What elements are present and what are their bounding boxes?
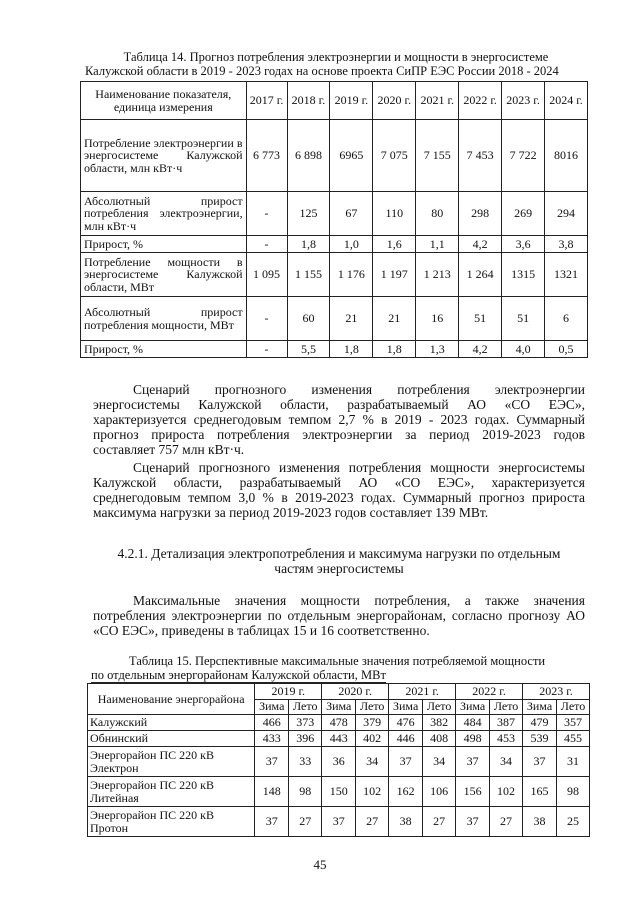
table15-row-label: Обнинский — [88, 731, 255, 747]
table15-cell: 357 — [557, 715, 590, 731]
table15-cell: 165 — [523, 777, 557, 807]
table15-cell: 34 — [423, 747, 456, 777]
table15-header-season: Зима — [322, 699, 356, 715]
table14-cell: - — [246, 341, 287, 358]
table15-header-year: 2023 г. — [523, 684, 590, 700]
table15-row — [88, 715, 590, 731]
table15-cell: 37 — [255, 807, 289, 837]
table15-caption-line1: Таблица 15. Перспективные максимальные значения потребляемой мощности — [129, 654, 546, 668]
table15-cell: 27 — [423, 807, 456, 837]
table14-cell: 1 176 — [330, 253, 373, 297]
paragraph-section: Максимальные значения мощности потребления, а также значения потребления электроэнергии по отдельным энергорайонам, согласно прогнозу АО «СО ЕЭС», приведены в таблицах 15 и 16 соответственно. — [93, 593, 585, 638]
table14-cell: 67 — [330, 192, 373, 236]
table14-cell: 6 773 — [246, 120, 287, 192]
table14-cell: 1,8 — [330, 341, 373, 358]
table14-header-name: Наименование показателя, единица измерения — [81, 82, 247, 120]
table14-cell: 4,0 — [502, 341, 545, 358]
table14-header-year: 2024 г. — [545, 82, 588, 120]
table14-cell: 1315 — [502, 253, 545, 297]
table15-cell: 453 — [490, 731, 523, 747]
table14-cell: 21 — [373, 297, 416, 341]
table15-cell: 37 — [389, 747, 423, 777]
table15-cell: 156 — [456, 777, 490, 807]
table15-header-season: Лето — [490, 699, 523, 715]
table14-cell: - — [246, 192, 287, 236]
table15-cell: 148 — [255, 777, 289, 807]
table15-cell: 27 — [490, 807, 523, 837]
table15-cell: 478 — [322, 715, 356, 731]
table14-cell: 3,8 — [545, 236, 588, 253]
table15-header-year: 2020 г. — [322, 684, 389, 700]
table15-cell: 37 — [456, 807, 490, 837]
paragraph-electricity: Сценарий прогнозного изменения потребления электроэнергии энергосистемы Калужской области, разрабатываемый АО «СО ЕЭС», характеризуется среднегодовым темпом 2,7 % в 2019 - 2023 годах. Суммарный прогноз прироста потребления электроэнергии за период 2019-2023 годов составляет 757 млн кВт·ч. — [93, 382, 585, 457]
table14-cell: 4,2 — [459, 236, 502, 253]
table15-header-season: Лето — [423, 699, 456, 715]
table14-cell: 1321 — [545, 253, 588, 297]
table14-header-year: 2022 г. — [459, 82, 502, 120]
table14-cell: 1,6 — [373, 236, 416, 253]
table14-header-year: 2019 г. — [330, 82, 373, 120]
table14-row — [81, 341, 588, 358]
table15-header-season: Зима — [389, 699, 423, 715]
table14-cell: 6965 — [330, 120, 373, 192]
table15-header-season: Лето — [557, 699, 590, 715]
table14-cell: 294 — [545, 192, 588, 236]
table15-header-year: 2019 г. — [255, 684, 322, 700]
table14-row — [81, 236, 588, 253]
table15-caption — [91, 654, 587, 683]
table14-header-year: 2021 г. — [416, 82, 459, 120]
district-power-table-15 — [87, 683, 590, 837]
table15-cell: 476 — [389, 715, 423, 731]
table14-cell: 1 264 — [459, 253, 502, 297]
table15-cell: 150 — [322, 777, 356, 807]
table14-cell: 125 — [287, 192, 330, 236]
table15-cell: 373 — [289, 715, 322, 731]
table15-cell: 396 — [289, 731, 322, 747]
table15-header-season: Зима — [456, 699, 490, 715]
table14-cell: 1 095 — [246, 253, 287, 297]
table14-caption — [85, 50, 581, 78]
table14-header-year: 2018 г. — [287, 82, 330, 120]
table15-row-label: Энергорайон ПС 220 кВ Электрон — [88, 747, 255, 777]
table15-cell: 446 — [389, 731, 423, 747]
table15-row — [88, 807, 590, 837]
forecast-text — [93, 382, 585, 520]
table15-row — [88, 747, 590, 777]
forecast-table-14 — [80, 81, 588, 358]
table15-cell: 37 — [456, 747, 490, 777]
table15-cell: 382 — [423, 715, 456, 731]
table15-cell: 102 — [356, 777, 389, 807]
table15-header-year: 2022 г. — [456, 684, 523, 700]
table15-cell: 102 — [490, 777, 523, 807]
table15-row-label: Калужский — [88, 715, 255, 731]
table15-cell: 33 — [289, 747, 322, 777]
table14-cell: 6 898 — [287, 120, 330, 192]
table15-year-row — [88, 684, 590, 700]
table15-cell: 34 — [356, 747, 389, 777]
table15-cell: 34 — [490, 747, 523, 777]
table15-header-year: 2021 г. — [389, 684, 456, 700]
section-text — [93, 593, 585, 638]
table14-row-label: Прирост, % — [81, 236, 247, 253]
table15-cell: 36 — [322, 747, 356, 777]
table14-cell: 1 197 — [373, 253, 416, 297]
table15-header-season: Зима — [255, 699, 289, 715]
table14-row-label: Абсолютный прирост потребления электроэнергии, млн кВт·ч — [81, 192, 247, 236]
table15-cell: 498 — [456, 731, 490, 747]
table14-header-row — [81, 82, 588, 120]
table15-cell: 37 — [523, 747, 557, 777]
table14-cell: - — [246, 297, 287, 341]
table14-row — [81, 253, 588, 297]
table14-cell: 1 213 — [416, 253, 459, 297]
table14-cell: 269 — [502, 192, 545, 236]
table14-row-label: Абсолютный прирост потребления мощности, МВт — [81, 297, 247, 341]
table14-cell: 1,8 — [287, 236, 330, 253]
table15-cell: 27 — [289, 807, 322, 837]
table14-row-label: Потребление мощности в энергосистеме Калужской области, МВт — [81, 253, 247, 297]
table14-cell: 80 — [416, 192, 459, 236]
table14-cell: 4,2 — [459, 341, 502, 358]
table14-cell: 51 — [459, 297, 502, 341]
table14-cell: 0,5 — [545, 341, 588, 358]
table14-cell: 3,6 — [502, 236, 545, 253]
table15-cell: 433 — [255, 731, 289, 747]
table15-row-label: Энергорайон ПС 220 кВ Литейная — [88, 777, 255, 807]
section-heading-line1: 4.2.1. Детализация электропотребления и максимума нагрузки по отдельным — [117, 546, 561, 561]
table14-header-year: 2020 г. — [373, 82, 416, 120]
table14-row-label: Прирост, % — [81, 341, 247, 358]
table14-cell: 5,5 — [287, 341, 330, 358]
table15-cell: 27 — [356, 807, 389, 837]
table15-header-season: Зима — [523, 699, 557, 715]
table15-header-season: Лето — [289, 699, 322, 715]
page-number: 45 — [313, 857, 327, 872]
table14-cell: - — [246, 236, 287, 253]
table15-row-label: Энергорайон ПС 220 кВ Протон — [88, 807, 255, 837]
table14-cell: 7 722 — [502, 120, 545, 192]
table14-cell: 7 155 — [416, 120, 459, 192]
table14-cell: 1,8 — [373, 341, 416, 358]
section-heading — [93, 546, 585, 576]
table14-cell: 16 — [416, 297, 459, 341]
table15-cell: 37 — [322, 807, 356, 837]
table14-caption-line1: Таблица 14. Прогноз потребления электроэнергии и мощности в энергосистеме — [123, 50, 549, 64]
table14-cell: 51 — [502, 297, 545, 341]
table14-cell: 1,1 — [416, 236, 459, 253]
paragraph-power: Сценарий прогнозного изменения потребления мощности энергосистемы Калужской области, разрабатываемый АО «СО ЕЭС», характеризуется среднегодовым темпом 3,0 % в 2019-2023 годах. Суммарный прогноз прироста максимума нагрузки за период 2019-2023 годов составляет 139 МВт. — [93, 460, 585, 520]
table14-cell: 21 — [330, 297, 373, 341]
table15-cell: 162 — [389, 777, 423, 807]
table15-cell: 443 — [322, 731, 356, 747]
table14-cell: 298 — [459, 192, 502, 236]
table15-cell: 37 — [255, 747, 289, 777]
table15-row — [88, 777, 590, 807]
table15-cell: 98 — [557, 777, 590, 807]
table15-cell: 38 — [389, 807, 423, 837]
table14-cell: 110 — [373, 192, 416, 236]
table15-cell: 106 — [423, 777, 456, 807]
table15-cell: 479 — [523, 715, 557, 731]
table14-cell: 7 453 — [459, 120, 502, 192]
table15-cell: 98 — [289, 777, 322, 807]
table14-cell: 60 — [287, 297, 330, 341]
table15-cell: 379 — [356, 715, 389, 731]
table15-header-name: Наименование энергорайона — [88, 684, 255, 715]
table15-cell: 402 — [356, 731, 389, 747]
table14-row — [81, 192, 588, 236]
table14-header-year: 2017 г. — [246, 82, 287, 120]
table14-cell: 1 155 — [287, 253, 330, 297]
table14-cell: 1,3 — [416, 341, 459, 358]
table15-cell: 466 — [255, 715, 289, 731]
table15-cell: 31 — [557, 747, 590, 777]
table14-caption-line2: Калужской области в 2019 - 2023 годах на основе проекта СиПР ЕЭС России 2018 - 2024 — [85, 64, 559, 78]
table15-cell: 408 — [423, 731, 456, 747]
section-heading-line2: частям энергосистемы — [274, 561, 404, 576]
table14-row — [81, 297, 588, 341]
table15-row — [88, 731, 590, 747]
table15-cell: 38 — [523, 807, 557, 837]
table15-cell: 484 — [456, 715, 490, 731]
table15-header-season: Лето — [356, 699, 389, 715]
table14-cell: 8016 — [545, 120, 588, 192]
table15-cell: 387 — [490, 715, 523, 731]
table14-cell: 7 075 — [373, 120, 416, 192]
table14-row-label: Потребление электроэнергии в энергосистеме Калужской области, млн кВт·ч — [81, 120, 247, 192]
table14-row — [81, 120, 588, 192]
table15-cell: 25 — [557, 807, 590, 837]
table14-cell: 6 — [545, 297, 588, 341]
table15-cell: 539 — [523, 731, 557, 747]
table15-cell: 455 — [557, 731, 590, 747]
table15-caption-line2: по отдельным энергорайонам Калужской области, МВт — [91, 668, 386, 682]
table14-cell: 1,0 — [330, 236, 373, 253]
table14-header-year: 2023 г. — [502, 82, 545, 120]
